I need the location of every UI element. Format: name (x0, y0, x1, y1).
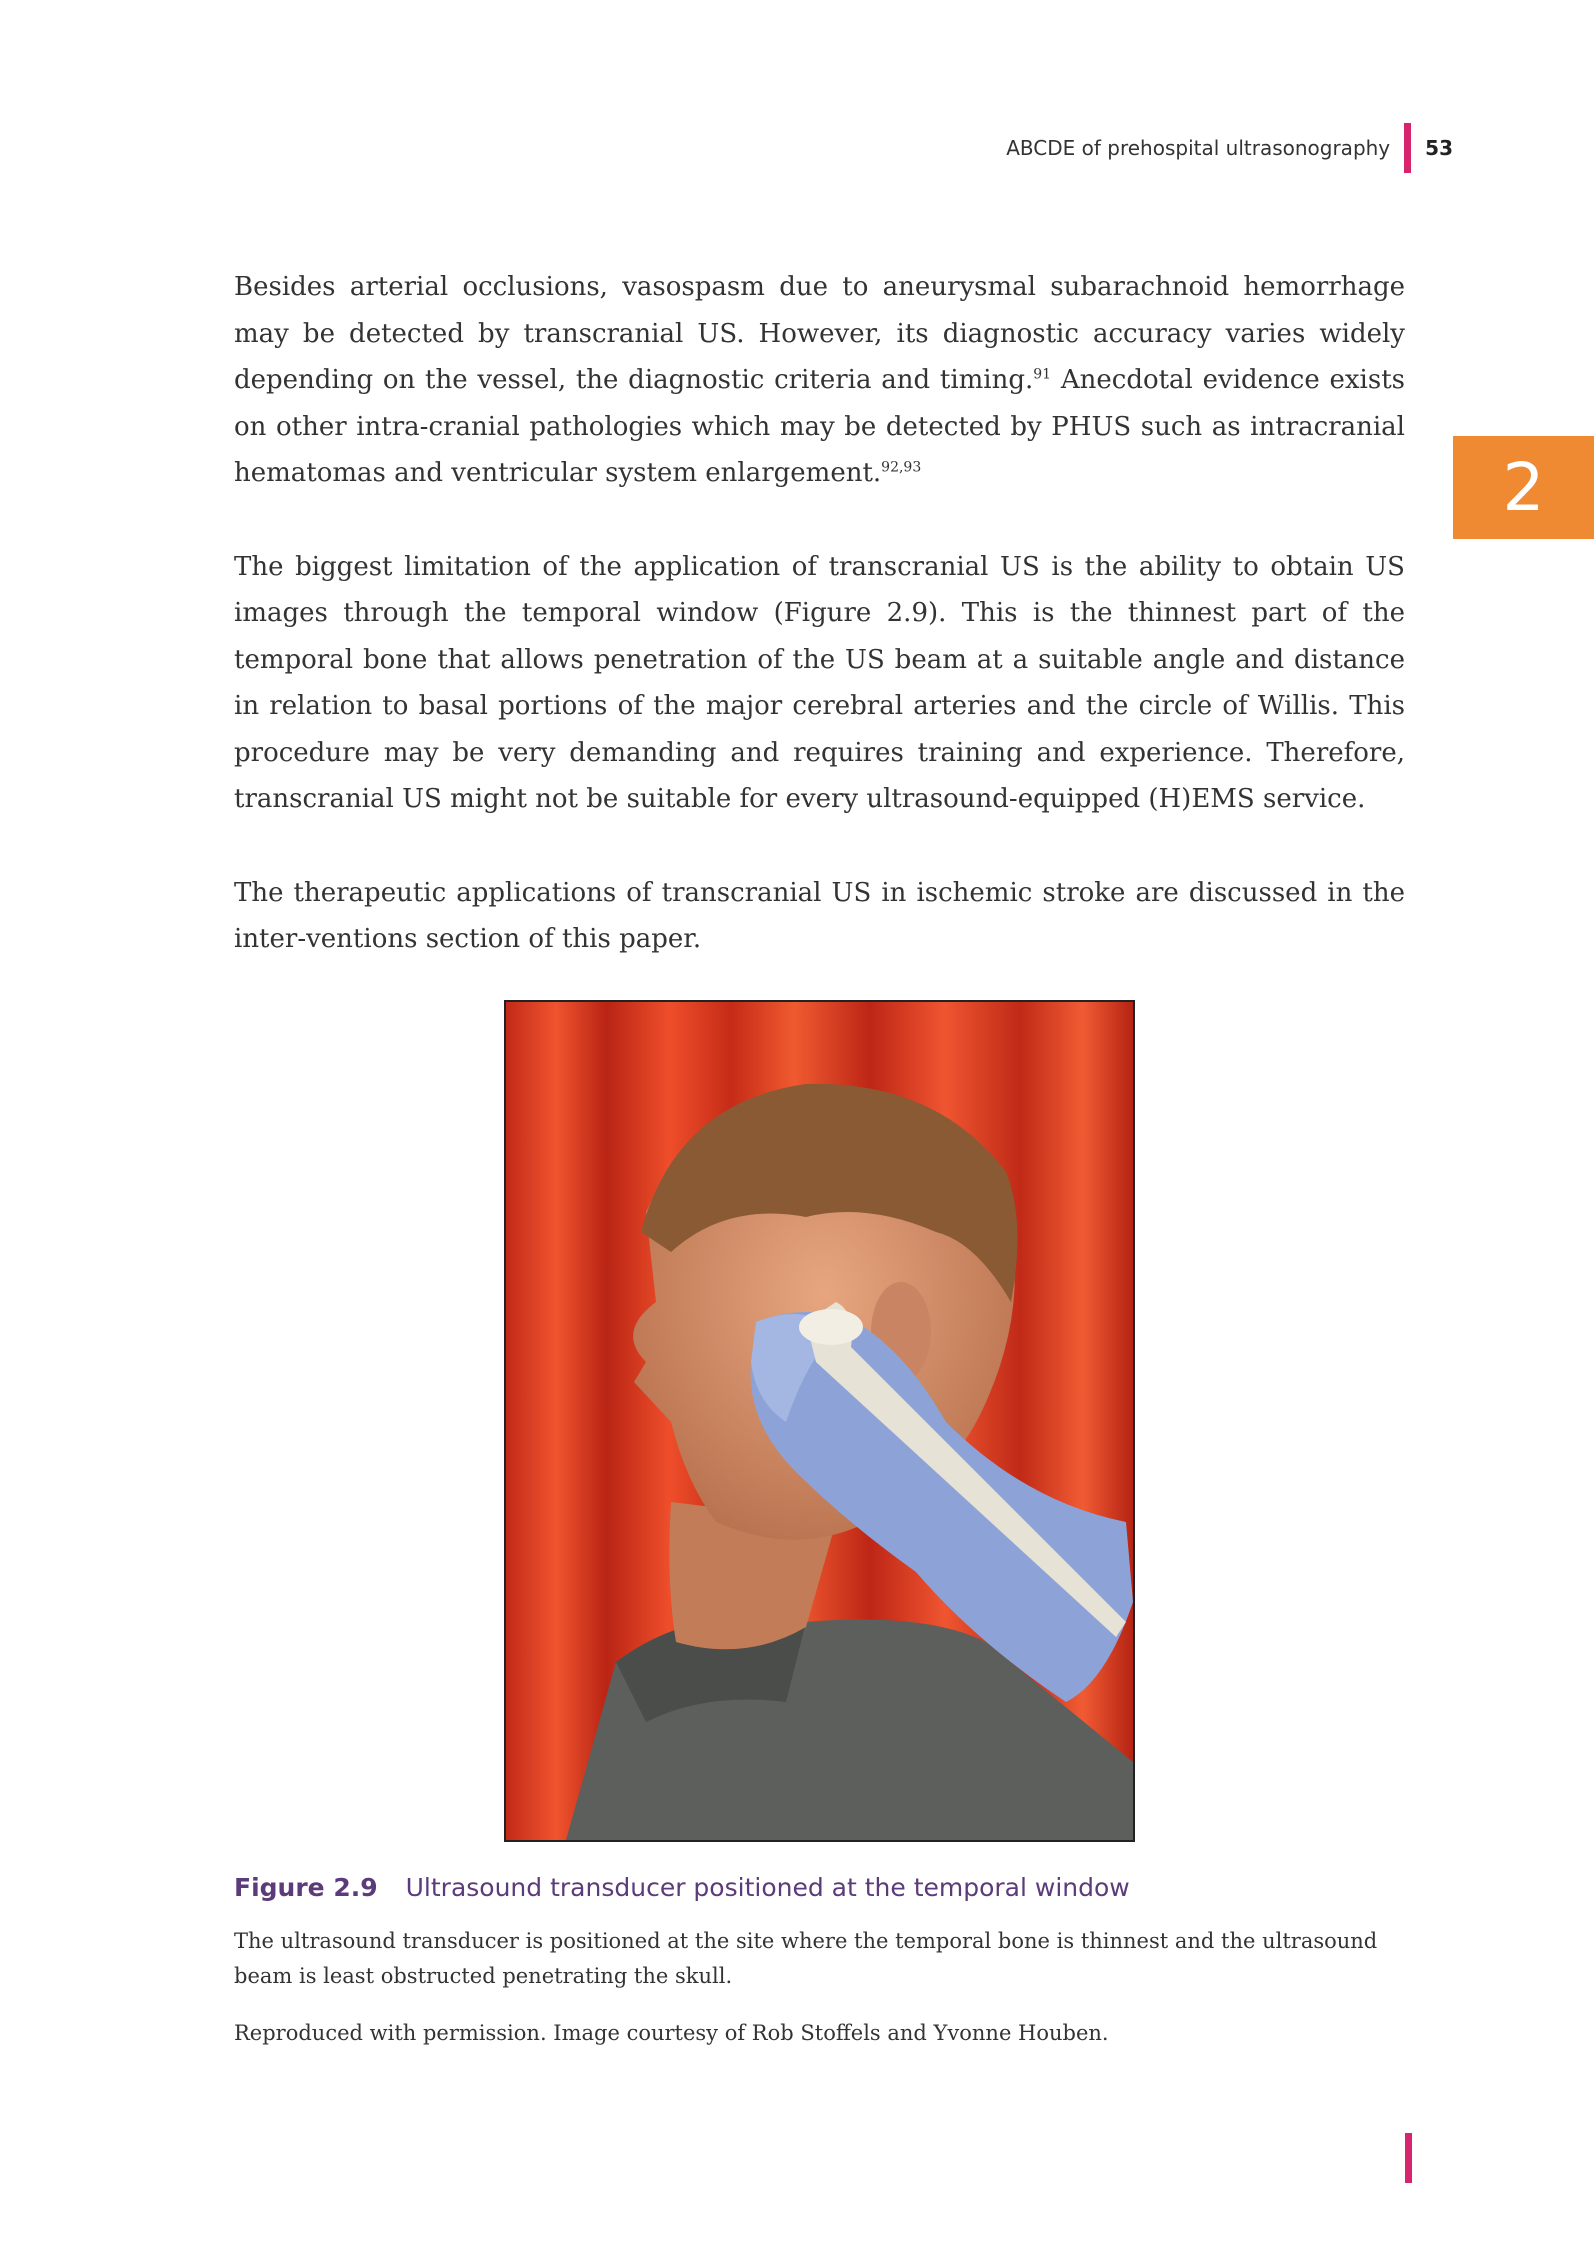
paragraph-1: Besides arterial occlusions, vasospasm due to aneurysmal subarachnoid hemorrhage may be detected by transcranial US. However, its diagnostic accuracy varies widely depending on the vessel, the diagnostic criteria and timing.$^{91}$ Anecdotal evidence exists on other intra-cranial pathologies which may be detected by PHUS such as intracranial hematomas and ventricular system enlargement.$^{92,93}$ (234, 272, 1405, 488)
reference-91: 91 (1033, 366, 1052, 383)
header-accent-bar (1404, 123, 1411, 173)
paragraph-2: The biggest limitation of the application of transcranial US is the ability to obtain US images through the temporal window (Figure 2.9). This is the thinnest part of the temporal bone that allows penetration of the US beam at a suitable angle and distance in relation to basal portions of the major cerebral arteries and the circle of Willis. This procedure may be very demanding and requires training and experience. Therefore, transcranial US might not be suitable for every ultrasound-equipped (H)EMS service. (234, 551, 1405, 814)
paragraph-3: The therapeutic applications of transcranial US in ischemic stroke are discussed in the inter-ventions section of this paper. (234, 877, 1405, 954)
chapter-number: 2 (1502, 449, 1545, 526)
ultrasound-photo-illustration (506, 1002, 1133, 1840)
figure-credit: Reproduced with permission. Image courtesy of Rob Stoffels and Yvonne Houben. (234, 2021, 1109, 2045)
chapter-tab (1453, 436, 1594, 539)
figure-label: Figure 2.9 (234, 1873, 378, 1902)
running-header (1006, 128, 1453, 168)
page-number: 53 (1425, 136, 1453, 160)
figure-photo (504, 1000, 1135, 1842)
figure-title: Ultrasound transducer positioned at the temporal window (405, 1873, 1130, 1902)
footer-accent-bar (1405, 2133, 1412, 2183)
figure-description: The ultrasound transducer is positioned at the site where the temporal bone is thinnest and the ultrasound beam is least obstructed penetrating the skull. (234, 1929, 1378, 1988)
running-header-title: ABCDE of prehospital ultrasonography (1006, 136, 1391, 160)
caption-heading (234, 1873, 1405, 1902)
body-text (234, 264, 1405, 1010)
reference-92-93: 92,93 (881, 459, 922, 476)
figure-caption (234, 1873, 1405, 2051)
